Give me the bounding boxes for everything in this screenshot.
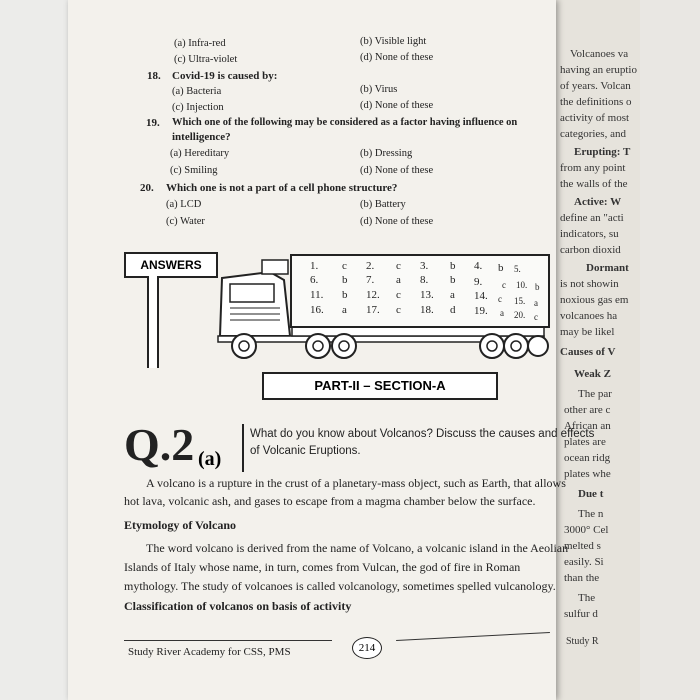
answer-number: 16.: [310, 304, 324, 316]
background-edge: [640, 0, 700, 700]
q17-option-d: (d) None of these: [360, 52, 434, 63]
answer-letter: a: [450, 289, 455, 301]
right-page-line: plates whe: [564, 468, 611, 480]
answer-letter: c: [534, 312, 538, 322]
answer-number: 6.: [310, 274, 319, 286]
question-2-text: What do you know about Volcanos? Discuss the causes and effects: [250, 428, 595, 440]
right-page-line: plates are: [564, 436, 606, 448]
q18-option-c: (c) Injection: [172, 102, 224, 113]
q19-option-a: (a) Hereditary: [170, 148, 230, 159]
answer-letter: c: [498, 294, 502, 304]
answer-number: 3.: [420, 260, 429, 272]
answer-letter: c: [396, 304, 401, 316]
answer-letter: c: [396, 289, 401, 301]
q19-number: 19.: [146, 117, 160, 129]
section-banner: PART-II – SECTION-A: [262, 372, 498, 400]
answer-number: 18.: [420, 304, 434, 316]
answer-letter: b: [498, 262, 504, 274]
right-page-line: 3000° Cel: [564, 524, 609, 536]
right-page-line: easily. Si: [564, 556, 604, 568]
answer-letter: b: [450, 274, 456, 286]
answer-number: 1.: [310, 260, 319, 272]
right-page-line: from any point: [560, 162, 626, 174]
right-page-heading: Dormant: [586, 262, 629, 274]
q17-option-b: (b) Visible light: [360, 36, 427, 47]
answer-number: 8.: [420, 274, 429, 286]
sign-pole: [147, 276, 159, 368]
right-page-line: is not showin: [560, 278, 619, 290]
right-page-heading: Weak Z: [574, 368, 611, 380]
right-page-line: The n: [578, 508, 604, 520]
answer-number: 11.: [310, 289, 324, 301]
right-page-line: noxious gas em: [560, 294, 629, 306]
footer-rule: [124, 640, 332, 641]
q20-number: 20.: [140, 182, 154, 194]
answer-number: 19.: [474, 305, 488, 317]
answer-letter: a: [500, 308, 504, 318]
right-page-line: may be likel: [560, 326, 615, 338]
answer-letter: b: [342, 274, 348, 286]
answer-number: 10.: [516, 280, 528, 290]
right-page-line: Volcanoes va: [570, 48, 629, 60]
q18-option-a: (a) Bacteria: [172, 86, 222, 97]
question-2-sublabel: (a): [198, 448, 222, 470]
answer-letter: c: [396, 260, 401, 272]
answer-number: 13.: [420, 289, 434, 301]
answer-letter: b: [450, 260, 456, 272]
right-page-line: categories, and: [560, 128, 626, 140]
section-heading: Etymology of Volcano: [124, 518, 237, 532]
right-page-line: sulfur d: [564, 608, 598, 620]
right-page-line: the walls of the: [560, 178, 628, 190]
answer-number: 14.: [474, 290, 488, 302]
answer-number: 7.: [366, 274, 375, 286]
right-page-heading: Causes of V: [560, 346, 616, 358]
answer-number: 15.: [514, 296, 526, 306]
answer-letter: c: [342, 260, 347, 272]
q17-option-c: (c) Ultra-violet: [174, 54, 238, 65]
right-page-line: define an "acti: [560, 212, 624, 224]
answer-letter: a: [534, 298, 538, 308]
right-page-line: indicators, su: [560, 228, 619, 240]
question-2-text-continued: of Volcanic Eruptions.: [250, 445, 361, 457]
answer-letter: d: [450, 304, 456, 316]
page-number: 214: [352, 637, 382, 659]
section-heading: Classification of volcanos on basis of activity: [124, 599, 352, 613]
q20-option-a: (a) LCD: [166, 199, 202, 210]
right-page-line: the definitions o: [560, 96, 632, 108]
right-page-line: activity of most: [560, 112, 630, 124]
right-page-line: of years. Volcan: [560, 80, 631, 92]
question-2-label: Q.2: [124, 419, 195, 470]
q18-option-d: (d) None of these: [360, 100, 434, 111]
q20-option-b: (b) Battery: [360, 199, 406, 210]
q19-option-b: (b) Dressing: [360, 148, 413, 159]
answer-number: 2.: [366, 260, 375, 272]
q18-number: 18.: [147, 70, 161, 82]
q20-text: Which one is not a part of a cell phone structure?: [166, 182, 398, 194]
right-page-line: other are c: [564, 404, 611, 416]
q20-option-d: (d) None of these: [360, 216, 434, 227]
answer-number: 4.: [474, 260, 483, 272]
question-divider: [242, 424, 244, 472]
answers-sign: ANSWERS: [124, 252, 218, 278]
right-page-line: The: [578, 592, 596, 604]
q19-option-d: (d) None of these: [360, 165, 434, 176]
right-page-line: The par: [578, 388, 612, 400]
paragraph-line: mythology. The study of volcanoes is called volcanology, sometimes spelled vulcanology.: [124, 579, 556, 593]
answer-letter: a: [396, 274, 401, 286]
q20-option-c: (c) Water: [166, 216, 205, 227]
right-page-heading: Due t: [578, 488, 604, 500]
answer-letter: b: [342, 289, 348, 301]
q19-text: Which one of the following may be considered as a factor having influence on: [172, 117, 518, 128]
right-page-line: carbon dioxid: [560, 244, 621, 256]
paragraph-line: hot lava, volcanic ash, and gases to escape from a magma chamber below the surface.: [124, 494, 536, 508]
right-page-footer: Study R: [566, 636, 599, 647]
right-page-line: African an: [564, 420, 611, 432]
q19-option-c: (c) Smiling: [170, 165, 218, 176]
paragraph-line: A volcano is a rupture in the crust of a planetary-mass object, such as Earth, that allows: [146, 476, 566, 490]
answer-number: 5.: [514, 264, 521, 274]
answer-number: 9.: [474, 276, 483, 288]
answer-letter: b: [535, 282, 540, 292]
q19-text-continued: intelligence?: [172, 131, 231, 143]
right-page-heading: Active: W: [574, 196, 622, 208]
q18-option-b: (b) Virus: [360, 84, 398, 95]
right-page-heading: Erupting: T: [574, 146, 631, 158]
answer-number: 20.: [514, 310, 526, 320]
right-page-line: melted s: [564, 540, 601, 552]
right-page-line: having an eruptio: [560, 64, 637, 76]
answer-letter: a: [342, 304, 347, 316]
answer-number: 12.: [366, 289, 380, 301]
paragraph-line: The word volcano is derived from the name of Volcano, a volcanic island in the Aeolian: [146, 541, 569, 555]
paragraph-line: Islands of Italy whose name, in turn, comes from Vulcan, the god of fire in Roman: [124, 560, 521, 574]
footer-text: Study River Academy for CSS, PMS: [128, 646, 291, 658]
right-page: [556, 0, 640, 700]
right-page-line: volcanoes ha: [560, 310, 618, 322]
answer-letter: c: [502, 280, 506, 290]
q17-option-a: (a) Infra-red: [174, 38, 226, 49]
right-page-line: than the: [564, 572, 600, 584]
q18-text: Covid-19 is caused by:: [172, 70, 278, 82]
right-page-line: ocean ridg: [564, 452, 611, 464]
answer-number: 17.: [366, 304, 380, 316]
